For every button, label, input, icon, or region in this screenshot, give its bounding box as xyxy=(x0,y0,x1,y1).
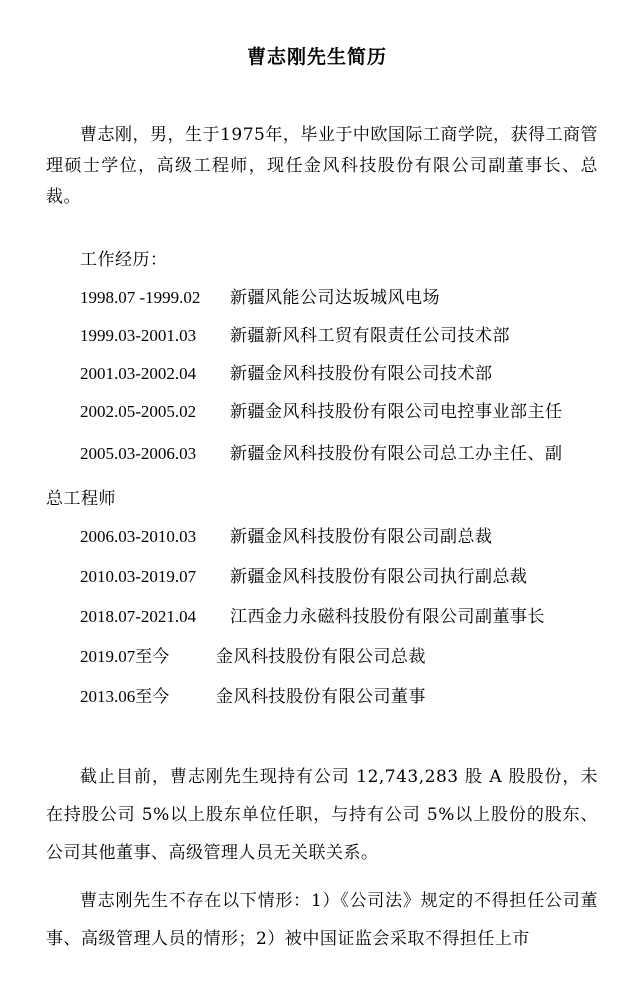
work-organization: 新疆金风科技股份有限公司电控事业部主任 xyxy=(230,402,563,422)
work-history-row xyxy=(80,527,600,547)
work-organization: 新疆金风科技股份有限公司总工办主任、副 xyxy=(230,444,563,464)
work-history-row xyxy=(80,402,600,422)
work-history-row xyxy=(80,687,600,707)
work-history-row xyxy=(80,647,600,667)
work-organization: 新疆风能公司达坂城风电场 xyxy=(230,288,440,308)
work-history-label: 工作经历： xyxy=(80,250,168,270)
work-organization: 新疆新风科工贸有限责任公司技术部 xyxy=(230,326,510,346)
work-period: 2002.05-2005.02 xyxy=(80,402,197,421)
document-title: 曹志刚先生简历 xyxy=(246,46,387,68)
work-organization: 江西金力永磁科技股份有限公司副董事长 xyxy=(230,607,545,627)
work-period: 2006.03-2010.03 xyxy=(80,527,197,546)
work-history-row xyxy=(80,444,600,464)
work-history-row xyxy=(80,288,600,308)
work-history-row xyxy=(80,567,600,587)
work-period: 2005.03-2006.03 xyxy=(80,444,197,463)
work-period: 2019.07至今 xyxy=(80,647,170,666)
conditions-paragraph: 曹志刚先生不存在以下情形：1）《公司法》规定的不得担任公司董事、高级管理人员的情形；2）被中国证监会采取不得担任上市 xyxy=(46,891,598,949)
work-history-row xyxy=(80,364,600,384)
work-organization: 新疆金风科技股份有限公司执行副总裁 xyxy=(230,567,528,587)
work-period: 1998.07 -1999.02 xyxy=(80,288,201,307)
work-organization: 新疆金风科技股份有限公司技术部 xyxy=(230,364,493,384)
work-period: 1999.03-2001.03 xyxy=(80,326,197,345)
work-period: 2018.07-2021.04 xyxy=(80,607,197,626)
shareholding-paragraph: 截止目前，曹志刚先生现持有公司 12,743,283 股 A 股股份，未在持股公司 5%以上股东单位任职，与持有公司 5%以上股份的股东、公司其他董事、高级管理人员无关联关系。 xyxy=(46,767,598,863)
work-organization-continuation: 总工程师 xyxy=(46,489,116,509)
work-period: 2013.06至今 xyxy=(80,687,170,706)
work-period: 2010.03-2019.07 xyxy=(80,567,197,586)
work-history-row xyxy=(80,607,600,627)
work-organization: 新疆金风科技股份有限公司副总裁 xyxy=(230,527,493,547)
work-period: 2001.03-2002.04 xyxy=(80,364,197,383)
intro-paragraph: 曹志刚，男，生于1975年，毕业于中欧国际工商学院，获得工商管理硕士学位，高级工程师，现任金风科技股份有限公司副董事长、总裁。 xyxy=(46,125,598,207)
work-organization: 金风科技股份有限公司总裁 xyxy=(216,647,426,667)
work-history-row xyxy=(80,326,600,346)
work-organization: 金风科技股份有限公司董事 xyxy=(216,687,426,707)
